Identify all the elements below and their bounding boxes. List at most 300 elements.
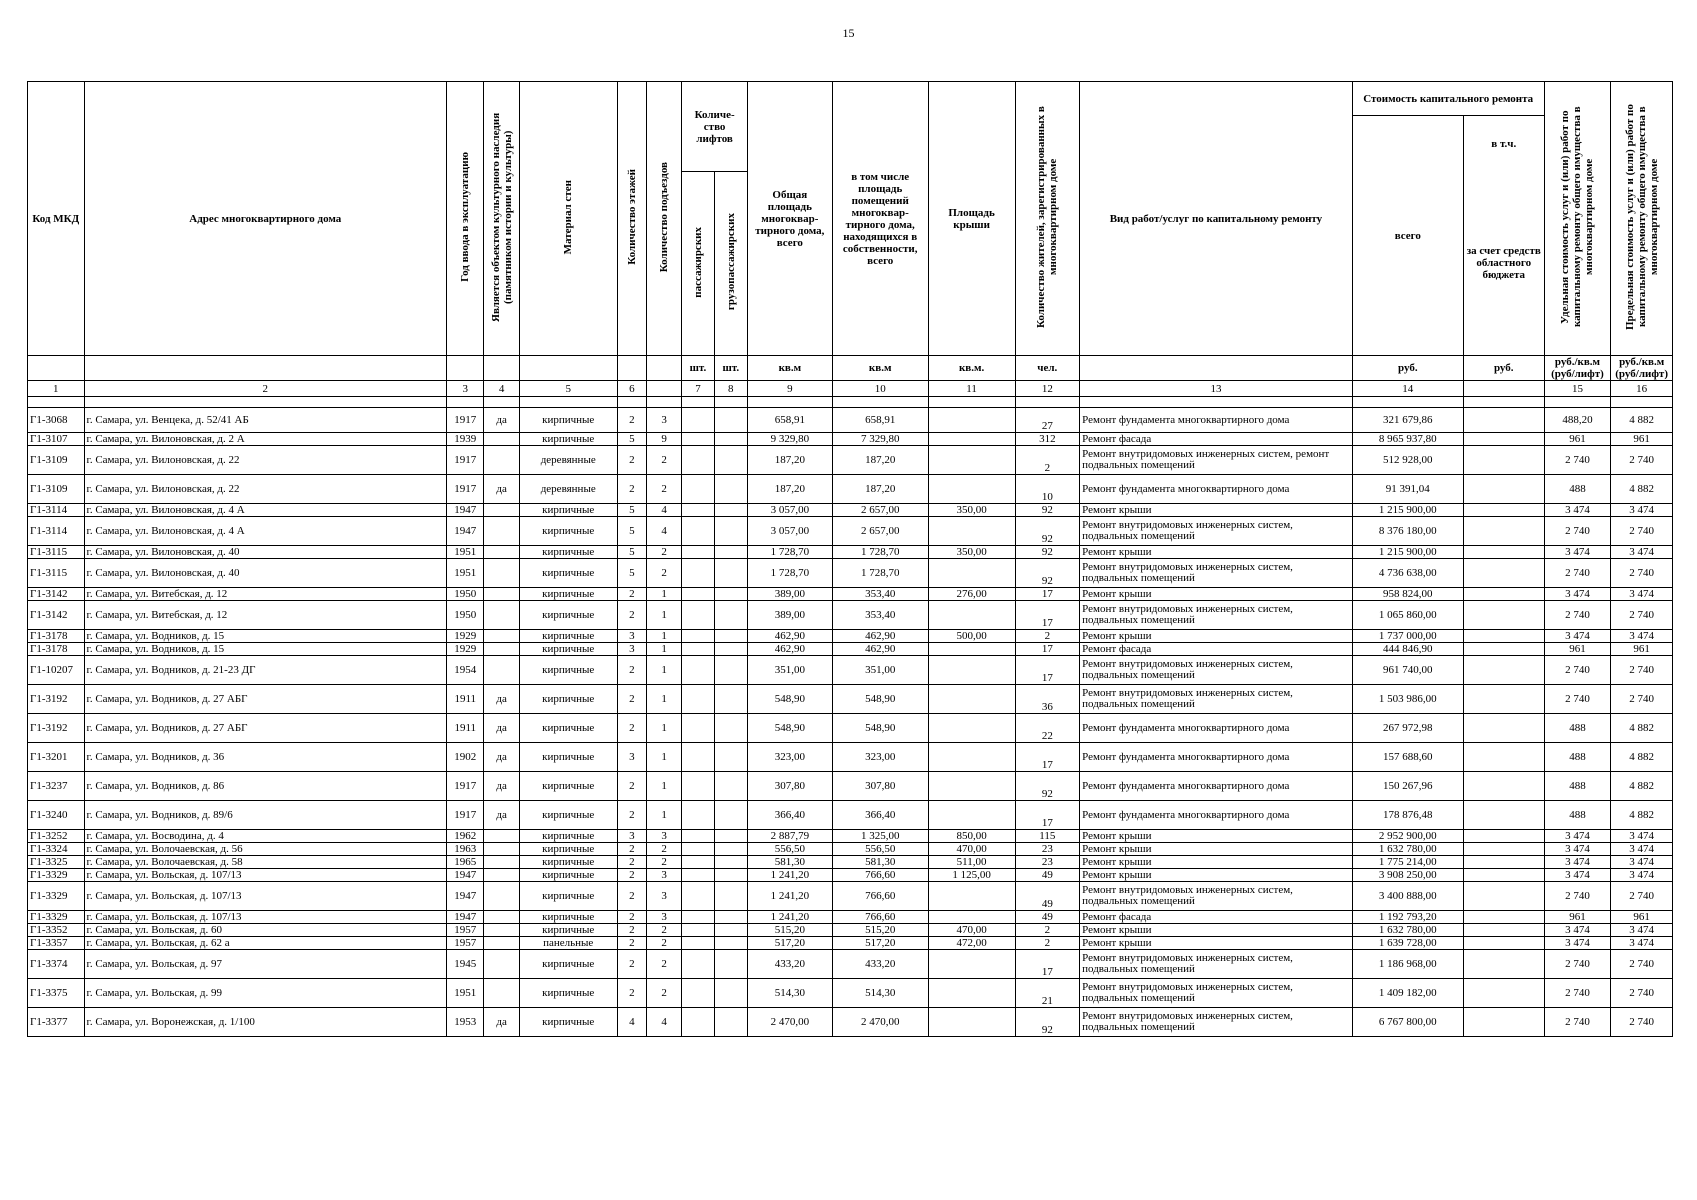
header-address: Адрес многоквартирного дома bbox=[84, 82, 447, 356]
cell-cr bbox=[1463, 979, 1544, 1008]
column-number: 1 bbox=[28, 381, 85, 397]
cell-addr: г. Самара, ул. Вилоновская, д. 22 bbox=[84, 446, 447, 475]
table-row bbox=[28, 937, 1673, 950]
cell-work: Ремонт внутридомовых инженерных систем, подвальных помещений bbox=[1080, 601, 1353, 630]
cell-year: 1917 bbox=[447, 772, 484, 801]
cell-uc: 3 474 bbox=[1544, 546, 1611, 559]
cell-ct: 1 192 793,20 bbox=[1352, 911, 1463, 924]
cell-year: 1951 bbox=[447, 559, 484, 588]
cell-fl: 2 bbox=[617, 772, 646, 801]
cell-cr bbox=[1463, 546, 1544, 559]
cell-lp bbox=[682, 979, 714, 1008]
cell-fl: 2 bbox=[617, 937, 646, 950]
cell-lc bbox=[714, 588, 747, 601]
cell-uc: 3 474 bbox=[1544, 869, 1611, 882]
cell-her bbox=[484, 643, 519, 656]
cell-fl: 2 bbox=[617, 714, 646, 743]
table-row bbox=[28, 856, 1673, 869]
column-number: 15 bbox=[1544, 381, 1611, 397]
cell-at: 351,00 bbox=[747, 656, 832, 685]
cell-cr bbox=[1463, 950, 1544, 979]
column-number bbox=[646, 381, 681, 397]
cell-mat: кирпичные bbox=[519, 559, 617, 588]
cell-addr: г. Самара, ул. Водников, д. 15 bbox=[84, 643, 447, 656]
cell-res: 17 bbox=[1015, 743, 1080, 772]
cell-fl: 2 bbox=[617, 801, 646, 830]
cell-kod: Г1-3115 bbox=[28, 559, 85, 588]
cell-mc: 2 740 bbox=[1611, 601, 1673, 630]
header-area-owned: в том числе площадь помещений многоквар-тирного дома, находящихся в собственности, всего bbox=[832, 82, 928, 356]
cell-lp bbox=[682, 1008, 714, 1037]
header-cost-group: Стоимость капитального ремонта bbox=[1352, 82, 1544, 116]
cell-mc: 4 882 bbox=[1611, 408, 1673, 433]
cell-mat: кирпичные bbox=[519, 433, 617, 446]
cell-mat: кирпичные bbox=[519, 588, 617, 601]
cell-lc bbox=[714, 546, 747, 559]
cell-kod: Г1-3329 bbox=[28, 882, 85, 911]
column-number: 5 bbox=[519, 381, 617, 397]
cell-uc: 2 740 bbox=[1544, 979, 1611, 1008]
table-row bbox=[28, 446, 1673, 475]
cell-ct: 157 688,60 bbox=[1352, 743, 1463, 772]
cell-mc: 4 882 bbox=[1611, 475, 1673, 504]
header-entrances: Количество подъездов bbox=[646, 82, 681, 356]
cell-at: 2 470,00 bbox=[747, 1008, 832, 1037]
cell-lp bbox=[682, 937, 714, 950]
cell-work: Ремонт крыши bbox=[1080, 546, 1353, 559]
cell-roof: 850,00 bbox=[928, 830, 1015, 843]
cell-roof: 472,00 bbox=[928, 937, 1015, 950]
cell-cr bbox=[1463, 714, 1544, 743]
cell-lc bbox=[714, 656, 747, 685]
cell-mc: 3 474 bbox=[1611, 843, 1673, 856]
cell-roof bbox=[928, 656, 1015, 685]
cell-kod: Г1-3201 bbox=[28, 743, 85, 772]
cell-addr: г. Самара, ул. Вольская, д. 62 а bbox=[84, 937, 447, 950]
cell-cr bbox=[1463, 937, 1544, 950]
cell-lc bbox=[714, 685, 747, 714]
cell-ct: 1 409 182,00 bbox=[1352, 979, 1463, 1008]
cell-roof bbox=[928, 517, 1015, 546]
cell-lp bbox=[682, 714, 714, 743]
cell-cr bbox=[1463, 1008, 1544, 1037]
cell-lp bbox=[682, 546, 714, 559]
cell-lc bbox=[714, 856, 747, 869]
cell-work: Ремонт внутридомовых инженерных систем, подвальных помещений bbox=[1080, 1008, 1353, 1037]
cell-lc bbox=[714, 408, 747, 433]
cell-roof: 350,00 bbox=[928, 504, 1015, 517]
cell-at: 307,80 bbox=[747, 772, 832, 801]
cell-cr bbox=[1463, 504, 1544, 517]
cell-her bbox=[484, 630, 519, 643]
cell-en: 1 bbox=[646, 601, 681, 630]
cell-year: 1917 bbox=[447, 408, 484, 433]
cell-lp bbox=[682, 924, 714, 937]
cell-roof: 500,00 bbox=[928, 630, 1015, 643]
cell-ct: 958 824,00 bbox=[1352, 588, 1463, 601]
cell-mc: 3 474 bbox=[1611, 869, 1673, 882]
header-roof-area: Площадь крыши bbox=[928, 82, 1015, 356]
cell-mat: кирпичные bbox=[519, 830, 617, 843]
cell-uc: 961 bbox=[1544, 433, 1611, 446]
cell-en: 1 bbox=[646, 685, 681, 714]
cell-lp bbox=[682, 517, 714, 546]
cell-work: Ремонт крыши bbox=[1080, 504, 1353, 517]
cell-ct: 2 952 900,00 bbox=[1352, 830, 1463, 843]
cell-addr: г. Самара, ул. Витебская, д. 12 bbox=[84, 601, 447, 630]
cell-mat: кирпичные bbox=[519, 630, 617, 643]
table-row bbox=[28, 504, 1673, 517]
cell-en: 2 bbox=[646, 937, 681, 950]
cell-mat: кирпичные bbox=[519, 743, 617, 772]
cell-cr bbox=[1463, 772, 1544, 801]
table-row bbox=[28, 546, 1673, 559]
cell-mc: 3 474 bbox=[1611, 937, 1673, 950]
cell-fl: 5 bbox=[617, 517, 646, 546]
cell-uc: 2 740 bbox=[1544, 950, 1611, 979]
cell-at: 462,90 bbox=[747, 630, 832, 643]
cell-her bbox=[484, 979, 519, 1008]
header-floors: Количество этажей bbox=[617, 82, 646, 356]
table-row bbox=[28, 869, 1673, 882]
cell-year: 1947 bbox=[447, 911, 484, 924]
cell-lp bbox=[682, 643, 714, 656]
cell-cr bbox=[1463, 517, 1544, 546]
cell-her bbox=[484, 559, 519, 588]
cell-her bbox=[484, 446, 519, 475]
table-row bbox=[28, 475, 1673, 504]
cell-her bbox=[484, 869, 519, 882]
cell-work: Ремонт крыши bbox=[1080, 869, 1353, 882]
cell-uc: 488,20 bbox=[1544, 408, 1611, 433]
cell-addr: г. Самара, ул. Вольская, д. 107/13 bbox=[84, 911, 447, 924]
cell-fl: 3 bbox=[617, 630, 646, 643]
cell-cr bbox=[1463, 630, 1544, 643]
cell-year: 1929 bbox=[447, 643, 484, 656]
cell-ao: 351,00 bbox=[832, 656, 928, 685]
cell-uc: 2 740 bbox=[1544, 685, 1611, 714]
cell-ct: 1 632 780,00 bbox=[1352, 843, 1463, 856]
cell-at: 366,40 bbox=[747, 801, 832, 830]
cell-year: 1945 bbox=[447, 950, 484, 979]
cell-her bbox=[484, 517, 519, 546]
cell-fl: 3 bbox=[617, 643, 646, 656]
column-number-row bbox=[28, 381, 1673, 397]
cell-her: да bbox=[484, 743, 519, 772]
cell-fl: 5 bbox=[617, 433, 646, 446]
cell-en: 3 bbox=[646, 830, 681, 843]
cell-cr bbox=[1463, 408, 1544, 433]
cell-year: 1950 bbox=[447, 588, 484, 601]
cell-year: 1953 bbox=[447, 1008, 484, 1037]
cell-lp bbox=[682, 772, 714, 801]
cell-year: 1957 bbox=[447, 924, 484, 937]
cell-fl: 2 bbox=[617, 843, 646, 856]
cell-kod: Г1-10207 bbox=[28, 656, 85, 685]
cell-cr bbox=[1463, 924, 1544, 937]
cell-year: 1911 bbox=[447, 685, 484, 714]
cell-mc: 3 474 bbox=[1611, 546, 1673, 559]
cell-addr: г. Самара, ул. Водников, д. 27 АБГ bbox=[84, 714, 447, 743]
cell-mc: 961 bbox=[1611, 433, 1673, 446]
cell-year: 1917 bbox=[447, 446, 484, 475]
cell-mat: кирпичные bbox=[519, 856, 617, 869]
cell-en: 1 bbox=[646, 643, 681, 656]
spacer-row bbox=[28, 397, 1673, 408]
cell-fl: 2 bbox=[617, 588, 646, 601]
column-number: 3 bbox=[447, 381, 484, 397]
cell-mat: кирпичные bbox=[519, 979, 617, 1008]
cell-mc: 4 882 bbox=[1611, 743, 1673, 772]
cell-uc: 3 474 bbox=[1544, 504, 1611, 517]
cell-lp bbox=[682, 911, 714, 924]
cell-mat: кирпичные bbox=[519, 1008, 617, 1037]
cell-addr: г. Самара, ул. Витебская, д. 12 bbox=[84, 588, 447, 601]
cell-res: 22 bbox=[1015, 714, 1080, 743]
cell-ct: 6 767 800,00 bbox=[1352, 1008, 1463, 1037]
cell-cr bbox=[1463, 843, 1544, 856]
cell-lc bbox=[714, 869, 747, 882]
cell-en: 1 bbox=[646, 801, 681, 830]
cell-at: 517,20 bbox=[747, 937, 832, 950]
cell-en: 2 bbox=[646, 924, 681, 937]
cell-en: 3 bbox=[646, 911, 681, 924]
cell-roof bbox=[928, 559, 1015, 588]
cell-year: 1951 bbox=[447, 979, 484, 1008]
cell-mat: кирпичные bbox=[519, 882, 617, 911]
cell-kod: Г1-3107 bbox=[28, 433, 85, 446]
cell-uc: 488 bbox=[1544, 772, 1611, 801]
cell-year: 1947 bbox=[447, 504, 484, 517]
cell-her: да bbox=[484, 801, 519, 830]
cell-roof bbox=[928, 801, 1015, 830]
cell-roof bbox=[928, 446, 1015, 475]
cell-her: да bbox=[484, 685, 519, 714]
cell-uc: 488 bbox=[1544, 743, 1611, 772]
cell-ct: 91 391,04 bbox=[1352, 475, 1463, 504]
cell-lp bbox=[682, 950, 714, 979]
cell-ct: 8 965 937,80 bbox=[1352, 433, 1463, 446]
cell-fl: 5 bbox=[617, 504, 646, 517]
cell-her: да bbox=[484, 1008, 519, 1037]
cell-res: 23 bbox=[1015, 856, 1080, 869]
cell-her bbox=[484, 504, 519, 517]
cell-res: 27 bbox=[1015, 408, 1080, 433]
cell-ct: 3 400 888,00 bbox=[1352, 882, 1463, 911]
cell-en: 9 bbox=[646, 433, 681, 446]
header-work-type: Вид работ/услуг по капитальному ремонту bbox=[1080, 82, 1353, 356]
cell-uc: 3 474 bbox=[1544, 937, 1611, 950]
cell-at: 187,20 bbox=[747, 475, 832, 504]
cell-at: 658,91 bbox=[747, 408, 832, 433]
cell-lc bbox=[714, 911, 747, 924]
cell-kod: Г1-3178 bbox=[28, 630, 85, 643]
cell-lc bbox=[714, 630, 747, 643]
cell-mc: 2 740 bbox=[1611, 446, 1673, 475]
cell-lp bbox=[682, 882, 714, 911]
cell-uc: 2 740 bbox=[1544, 601, 1611, 630]
cell-ct: 150 267,96 bbox=[1352, 772, 1463, 801]
cell-res: 92 bbox=[1015, 1008, 1080, 1037]
cell-ct: 321 679,86 bbox=[1352, 408, 1463, 433]
cell-res: 92 bbox=[1015, 546, 1080, 559]
cell-her: да bbox=[484, 714, 519, 743]
cell-ct: 961 740,00 bbox=[1352, 656, 1463, 685]
column-number: 9 bbox=[747, 381, 832, 397]
cell-fl: 2 bbox=[617, 601, 646, 630]
cell-at: 548,90 bbox=[747, 685, 832, 714]
table-row bbox=[28, 643, 1673, 656]
cell-kod: Г1-3324 bbox=[28, 843, 85, 856]
table-row bbox=[28, 714, 1673, 743]
cell-work: Ремонт фундамента многоквартирного дома bbox=[1080, 772, 1353, 801]
cell-roof: 350,00 bbox=[928, 546, 1015, 559]
header-cost-total: всего bbox=[1352, 116, 1463, 356]
cell-ao: 462,90 bbox=[832, 643, 928, 656]
cell-en: 3 bbox=[646, 869, 681, 882]
cell-her bbox=[484, 433, 519, 446]
cell-uc: 2 740 bbox=[1544, 882, 1611, 911]
cell-res: 49 bbox=[1015, 882, 1080, 911]
cell-roof: 511,00 bbox=[928, 856, 1015, 869]
cell-year: 1947 bbox=[447, 882, 484, 911]
cell-fl: 2 bbox=[617, 924, 646, 937]
cell-year: 1939 bbox=[447, 433, 484, 446]
cell-fl: 2 bbox=[617, 911, 646, 924]
table-row bbox=[28, 433, 1673, 446]
cell-kod: Г1-3240 bbox=[28, 801, 85, 830]
column-number: 10 bbox=[832, 381, 928, 397]
cell-res: 2 bbox=[1015, 924, 1080, 937]
cell-year: 1962 bbox=[447, 830, 484, 843]
table-row bbox=[28, 517, 1673, 546]
cell-cr bbox=[1463, 856, 1544, 869]
cell-her bbox=[484, 843, 519, 856]
cell-ct: 1 639 728,00 bbox=[1352, 937, 1463, 950]
cell-addr: г. Самара, ул. Восводина, д. 4 bbox=[84, 830, 447, 843]
cell-ct: 8 376 180,00 bbox=[1352, 517, 1463, 546]
cell-fl: 2 bbox=[617, 656, 646, 685]
cell-year: 1929 bbox=[447, 630, 484, 643]
cell-lc bbox=[714, 882, 747, 911]
cell-mat: кирпичные bbox=[519, 504, 617, 517]
cell-res: 92 bbox=[1015, 504, 1080, 517]
cell-lc bbox=[714, 743, 747, 772]
cell-work: Ремонт крыши bbox=[1080, 937, 1353, 950]
header-lifts-pass: пассажирских bbox=[682, 172, 714, 356]
cell-cr bbox=[1463, 433, 1544, 446]
cell-cr bbox=[1463, 475, 1544, 504]
cell-ct: 1 186 968,00 bbox=[1352, 950, 1463, 979]
cell-en: 2 bbox=[646, 559, 681, 588]
cell-lc bbox=[714, 475, 747, 504]
header-residents: Количество жителей, зарегистрированных в многоквартирном доме bbox=[1015, 82, 1080, 356]
cell-fl: 2 bbox=[617, 685, 646, 714]
cell-ct: 1 215 900,00 bbox=[1352, 546, 1463, 559]
cell-lp bbox=[682, 685, 714, 714]
cell-her bbox=[484, 911, 519, 924]
cell-mat: деревянные bbox=[519, 446, 617, 475]
cell-mc: 2 740 bbox=[1611, 517, 1673, 546]
cell-mat: кирпичные bbox=[519, 869, 617, 882]
cell-lp bbox=[682, 588, 714, 601]
cell-roof bbox=[928, 772, 1015, 801]
cell-ct: 178 876,48 bbox=[1352, 801, 1463, 830]
header-lifts: Количе-ство лифтов bbox=[682, 82, 748, 172]
cell-cr bbox=[1463, 588, 1544, 601]
unit-kvm-roof: кв.м. bbox=[928, 356, 1015, 381]
cell-work: Ремонт фасада bbox=[1080, 433, 1353, 446]
cell-ao: 1 728,70 bbox=[832, 559, 928, 588]
cell-lp bbox=[682, 408, 714, 433]
cell-roof bbox=[928, 714, 1015, 743]
cell-kod: Г1-3237 bbox=[28, 772, 85, 801]
cell-lc bbox=[714, 937, 747, 950]
cell-lc bbox=[714, 979, 747, 1008]
cell-at: 389,00 bbox=[747, 601, 832, 630]
cell-addr: г. Самара, ул. Волочаевская, д. 56 bbox=[84, 843, 447, 856]
cell-at: 548,90 bbox=[747, 714, 832, 743]
cell-year: 1911 bbox=[447, 714, 484, 743]
cell-res: 17 bbox=[1015, 588, 1080, 601]
cell-ct: 1 503 986,00 bbox=[1352, 685, 1463, 714]
cell-lc bbox=[714, 517, 747, 546]
cell-res: 2 bbox=[1015, 630, 1080, 643]
table-row bbox=[28, 656, 1673, 685]
cell-roof bbox=[928, 601, 1015, 630]
cell-year: 1917 bbox=[447, 801, 484, 830]
cell-res: 17 bbox=[1015, 601, 1080, 630]
cell-fl: 2 bbox=[617, 856, 646, 869]
cell-fl: 2 bbox=[617, 882, 646, 911]
cell-kod: Г1-3357 bbox=[28, 937, 85, 950]
cell-ao: 353,40 bbox=[832, 601, 928, 630]
cell-mc: 2 740 bbox=[1611, 979, 1673, 1008]
cell-uc: 2 740 bbox=[1544, 559, 1611, 588]
column-number: 8 bbox=[714, 381, 747, 397]
cell-mc: 4 882 bbox=[1611, 801, 1673, 830]
cell-addr: г. Самара, ул. Вилоновская, д. 40 bbox=[84, 546, 447, 559]
cell-her bbox=[484, 656, 519, 685]
cell-kod: Г1-3109 bbox=[28, 446, 85, 475]
cell-roof bbox=[928, 950, 1015, 979]
cell-addr: г. Самара, ул. Вилоновская, д. 4 А bbox=[84, 517, 447, 546]
cell-en: 2 bbox=[646, 979, 681, 1008]
cell-year: 1947 bbox=[447, 517, 484, 546]
cell-ao: 2 470,00 bbox=[832, 1008, 928, 1037]
cell-addr: г. Самара, ул. Водников, д. 15 bbox=[84, 630, 447, 643]
cell-year: 1917 bbox=[447, 475, 484, 504]
cell-cr bbox=[1463, 446, 1544, 475]
header-material: Материал стен bbox=[519, 82, 617, 356]
cell-en: 1 bbox=[646, 656, 681, 685]
cell-roof: 470,00 bbox=[928, 924, 1015, 937]
unit-sht-cargo: шт. bbox=[714, 356, 747, 381]
cell-mat: кирпичные bbox=[519, 408, 617, 433]
column-number: 16 bbox=[1611, 381, 1673, 397]
header-lifts-cargo: грузопассажирских bbox=[714, 172, 747, 356]
cell-uc: 3 474 bbox=[1544, 588, 1611, 601]
table-row bbox=[28, 743, 1673, 772]
cell-ao: 353,40 bbox=[832, 588, 928, 601]
cell-ao: 515,20 bbox=[832, 924, 928, 937]
cell-at: 1 241,20 bbox=[747, 911, 832, 924]
cell-en: 1 bbox=[646, 743, 681, 772]
cell-mc: 3 474 bbox=[1611, 830, 1673, 843]
cell-uc: 488 bbox=[1544, 714, 1611, 743]
cell-en: 3 bbox=[646, 882, 681, 911]
cell-at: 323,00 bbox=[747, 743, 832, 772]
